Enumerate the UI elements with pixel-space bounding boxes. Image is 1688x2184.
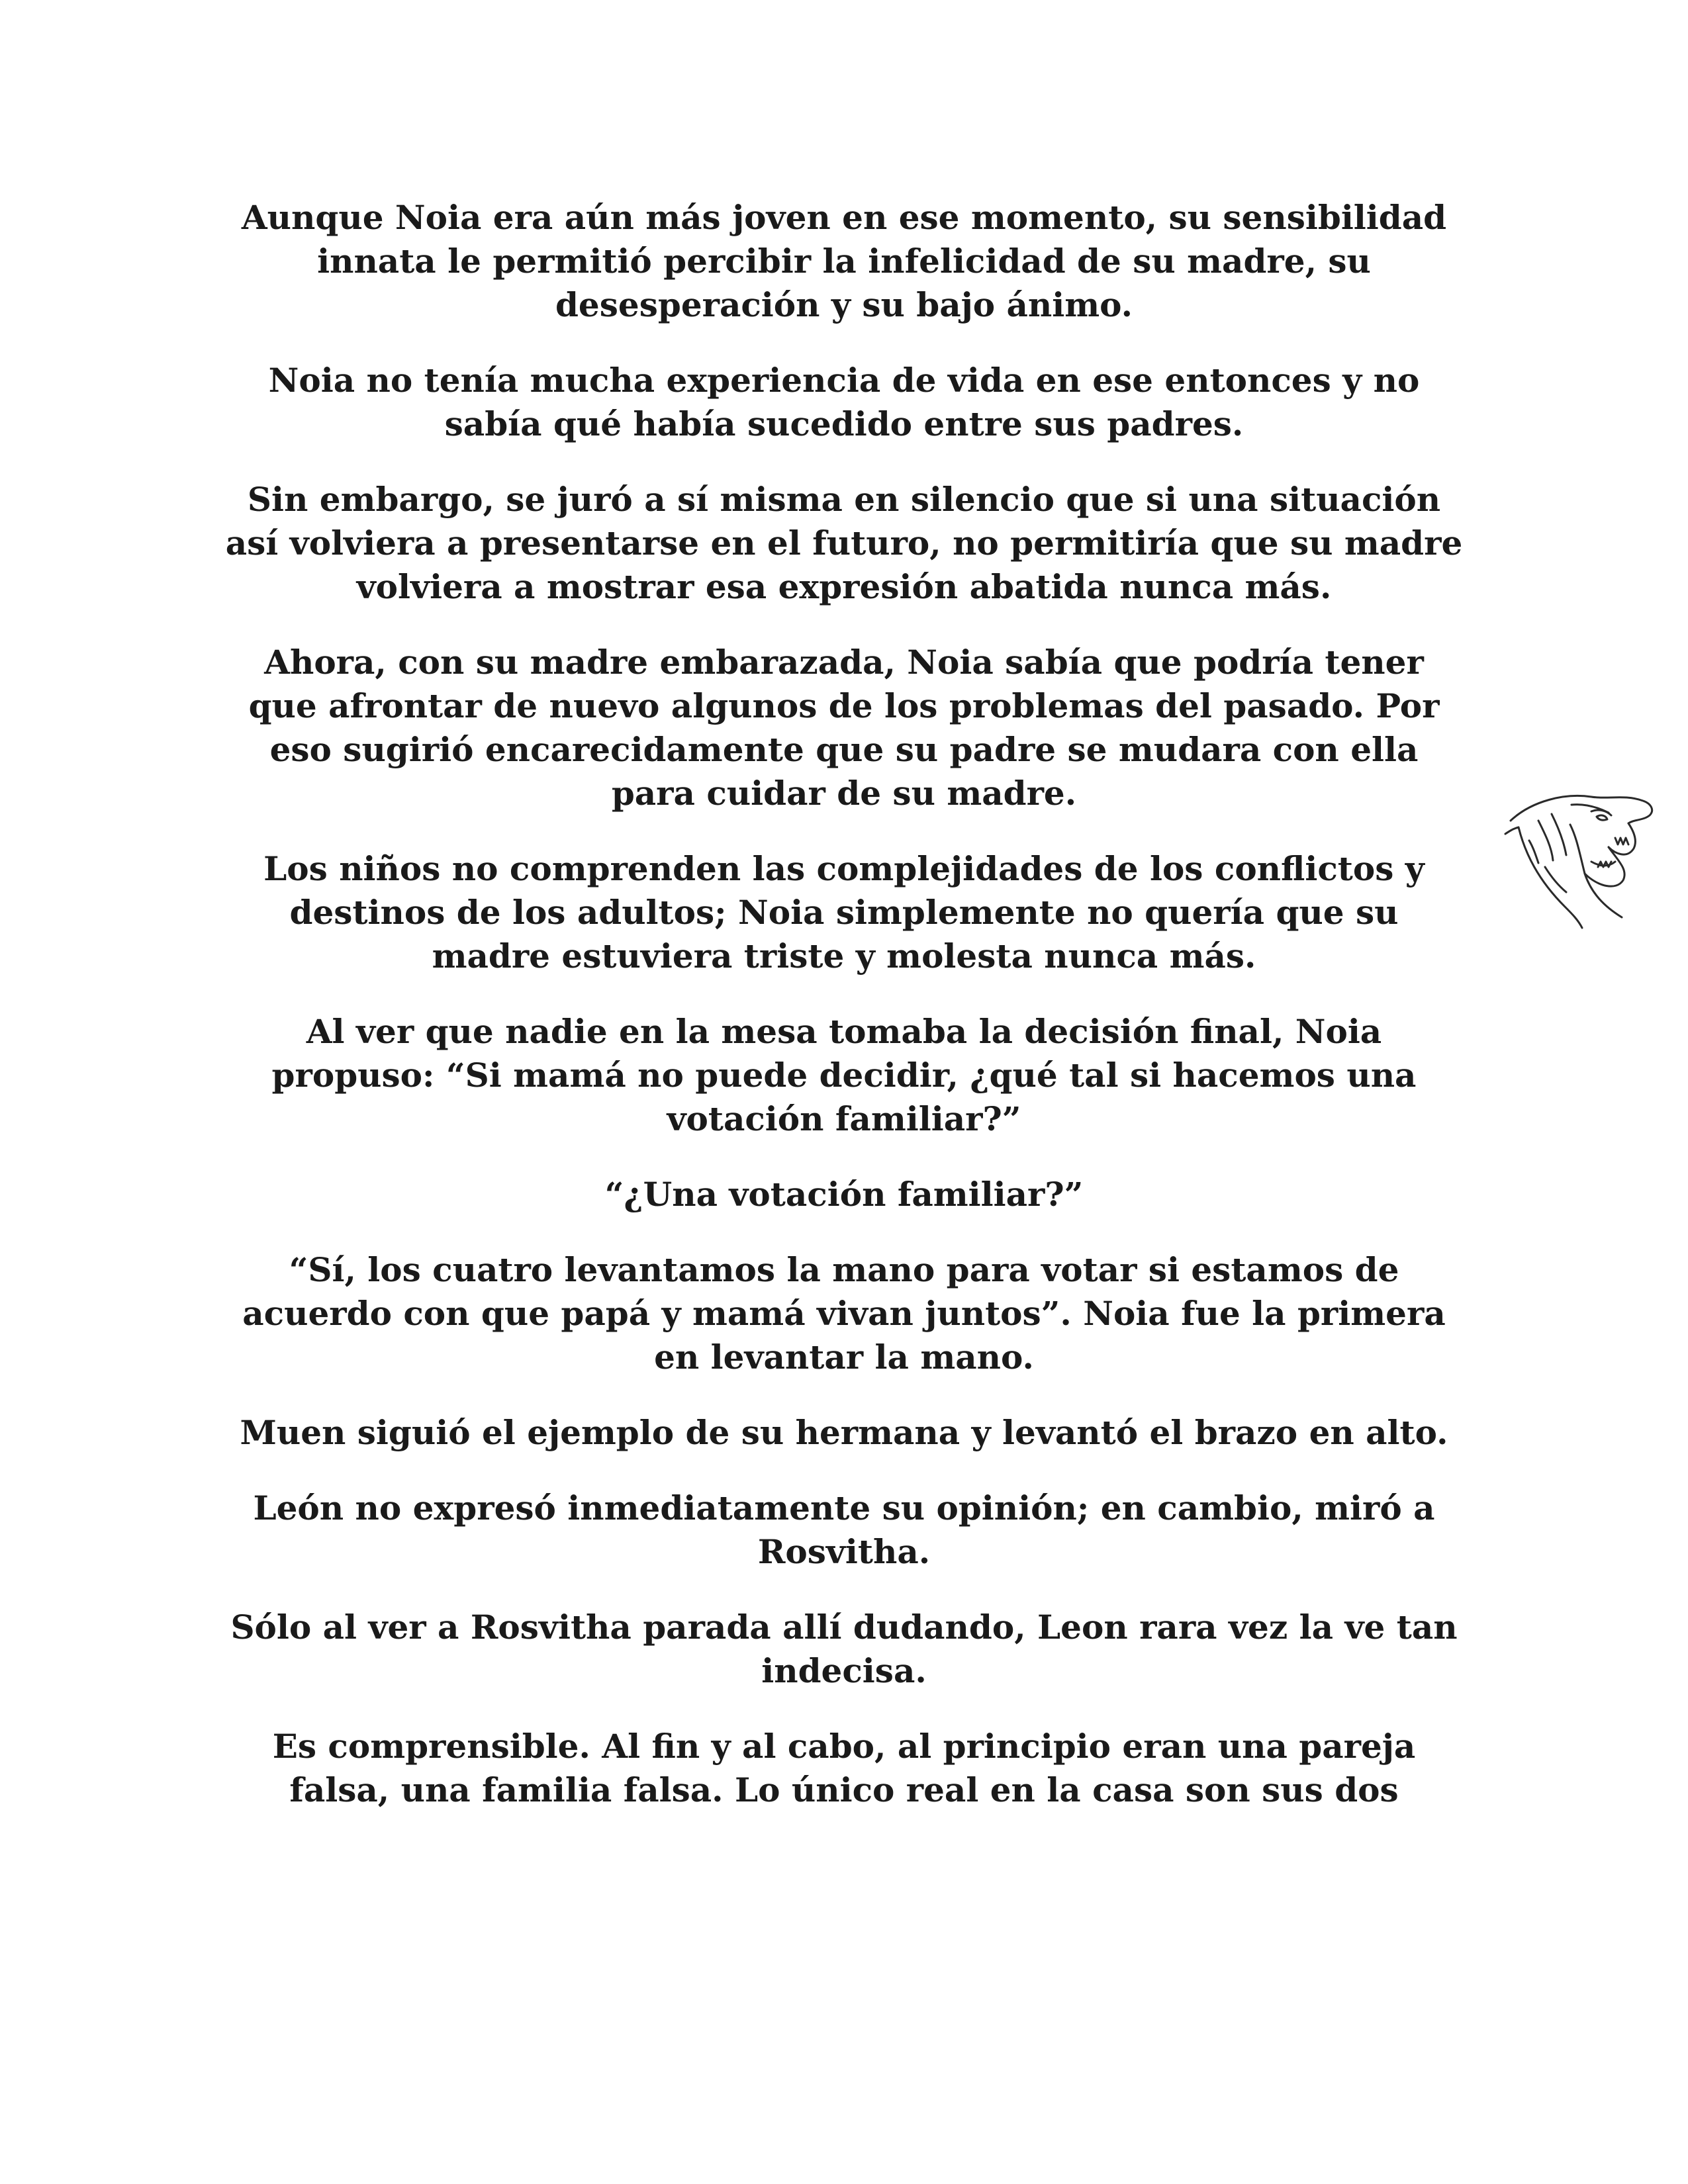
paragraph: “Sí, los cuatro levantamos la mano para votar si estamos de acuerdo con que papá y mamá vivan juntos”. Noia fue la primera en levantar la mano. [242,1250,1446,1377]
paragraph: León no expresó inmediatamente su opinión; en cambio, miró a Rosvitha. [253,1488,1435,1571]
dragon-head-icon [1492,774,1664,931]
paragraph: Es comprensible. Al fin y al cabo, al principio eran una pareja falsa, una familia falsa. Lo único real en la casa son sus dos [272,1727,1416,1809]
paragraph: Sólo al ver a Rosvitha parada allí dudando, Leon rara vez la ve tan indecisa. [230,1608,1458,1690]
paragraph: “¿Una votación familiar?” [604,1175,1084,1214]
paragraph: Ahora, con su madre embarazada, Noia sabía que podría tener que afrontar de nuevo algunos de los problemas del pasado. Por eso sugirió encarecidamente que su padre se mudara con ella para cuidar de su madre. [248,643,1440,813]
paragraph: Aunque Noia era aún más joven en ese momento, su sensibilidad innata le permitió percibir la infelicidad de su madre, su desesperación y su bajo ánimo. [241,198,1447,324]
paragraph: Los niños no comprenden las complejidades de los conflictos y destinos de los adultos; Noia simplemente no quería que su madre estuviera triste y molesta nunca más. [263,849,1425,976]
paragraph: Noia no tenía mucha experiencia de vida en ese entonces y no sabía qué había sucedido entre sus padres. [268,361,1420,443]
paragraph: Sin embargo, se juró a sí misma en silencio que si una situación así volviera a presentarse en el futuro, no permitiría que su madre volviera a mostrar esa expresión abatida nunca más. [225,480,1463,606]
paragraph: Al ver que nadie en la mesa tomaba la decisión final, Noia propuso: “Si mamá no puede decidir, ¿qué tal si hacemos una votación familiar?” [271,1012,1417,1138]
paragraph: Muen siguió el ejemplo de su hermana y levantó el brazo en alto. [240,1413,1448,1452]
story-text [225,196,1463,1844]
